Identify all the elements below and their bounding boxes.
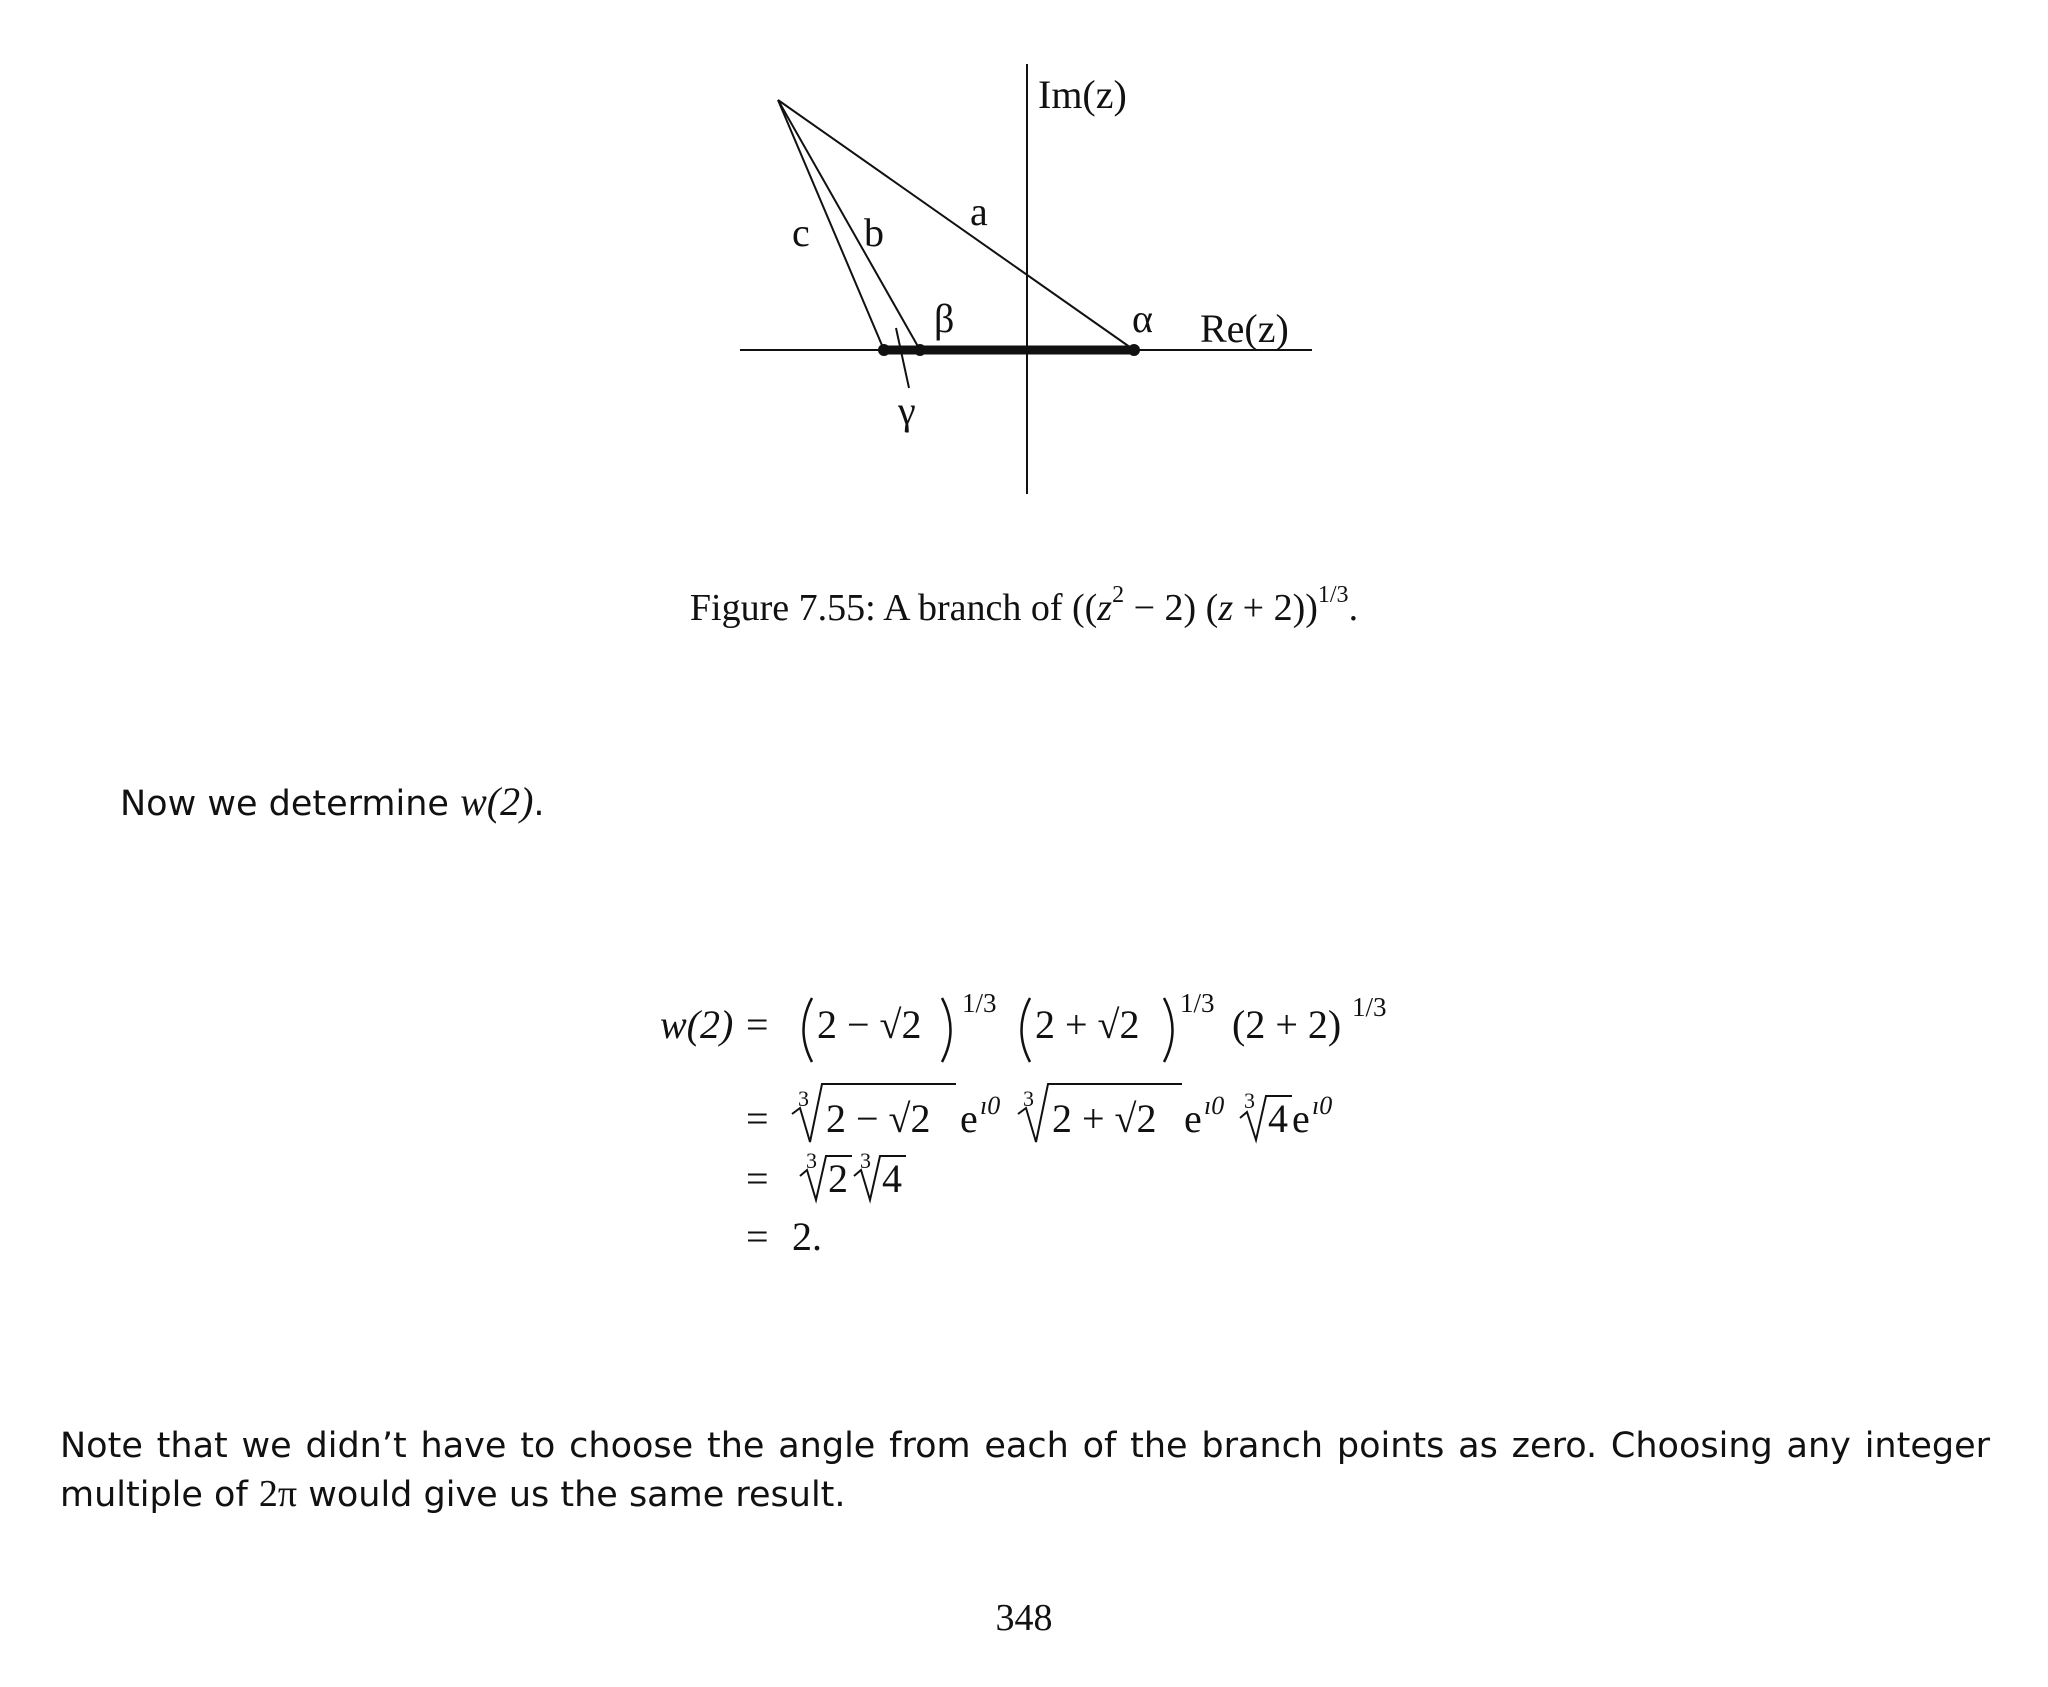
eq-exp-3: 1/3 bbox=[1352, 992, 1387, 1022]
re-axis-label: Re(z) bbox=[1200, 306, 1289, 351]
eq3-root-index-2: 3 bbox=[860, 1148, 871, 1173]
eq2-radicand-1: 2 − √2 bbox=[826, 1096, 931, 1141]
eq2-exp-base-1: e bbox=[960, 1096, 978, 1141]
eq2-exp-3: ı0 bbox=[1312, 1091, 1333, 1120]
caption-square: 2 bbox=[1112, 582, 1125, 608]
eq-term-1: 2 − √2 bbox=[817, 1002, 922, 1047]
para2-end: would give us the same result. bbox=[297, 1475, 846, 1515]
branch-cut-figure bbox=[0, 0, 2048, 520]
para2-text: Note that we didn’t have to choose the angle from each of the branch points as zero. Choosing any integer multiple of bbox=[60, 1426, 1990, 1515]
caption-period: . bbox=[1348, 587, 1359, 629]
eq2-exp-2: ı0 bbox=[1204, 1091, 1225, 1120]
eq2-exp-1: ı0 bbox=[980, 1091, 1001, 1120]
paragraph-note bbox=[60, 1422, 1990, 1519]
eq-paren-left-1 bbox=[804, 998, 813, 1062]
segment-c-label: c bbox=[792, 210, 810, 255]
eq-term-3: (2 + 2) bbox=[1232, 1002, 1342, 1047]
eq-paren-right-1 bbox=[942, 998, 951, 1062]
eq2-exp-base-3: e bbox=[1292, 1096, 1310, 1141]
gamma-label: γ bbox=[898, 388, 916, 433]
eq-paren-left-2 bbox=[1022, 998, 1031, 1062]
eq2-equals: = bbox=[746, 1096, 769, 1141]
eq-exp-2: 1/3 bbox=[1180, 990, 1215, 1018]
equation-svg bbox=[0, 990, 2048, 1290]
beta-label: β bbox=[934, 296, 955, 341]
eq3-equals: = bbox=[746, 1156, 769, 1201]
figure-svg bbox=[0, 0, 2048, 520]
im-axis-label: Im(z) bbox=[1038, 72, 1127, 117]
eq2-exp-base-2: e bbox=[1184, 1096, 1202, 1141]
caption-tail: + 2)) bbox=[1233, 587, 1318, 629]
eq2-root-index-3: 3 bbox=[1244, 1088, 1255, 1113]
para1-end: . bbox=[533, 784, 545, 824]
caption-exponent: 1/3 bbox=[1317, 582, 1349, 608]
eq4-value: 2. bbox=[792, 1214, 822, 1259]
segment-b-label: b bbox=[864, 210, 884, 255]
eq-term-2: 2 + √2 bbox=[1035, 1002, 1140, 1047]
eq3-radicand-1: 2 bbox=[828, 1156, 848, 1201]
eq2-radicand-3: 4 bbox=[1268, 1096, 1288, 1141]
eq-exp-1: 1/3 bbox=[962, 990, 997, 1018]
paragraph-determine bbox=[120, 778, 545, 828]
para1-math: w(2) bbox=[460, 779, 534, 824]
alpha-label: α bbox=[1132, 296, 1153, 341]
page-number: 348 bbox=[995, 1597, 1053, 1639]
eq2-radicand-2: 2 + √2 bbox=[1052, 1096, 1157, 1141]
caption-z1: z bbox=[1097, 587, 1113, 629]
eq4-equals: = bbox=[746, 1214, 769, 1259]
eq-paren-right-2 bbox=[1164, 998, 1173, 1062]
caption-prefix: Figure 7.55: A branch of (( bbox=[689, 587, 1098, 629]
para1-text: Now we determine bbox=[120, 784, 461, 824]
caption-z2: z bbox=[1218, 587, 1234, 629]
caption-mid: − 2) ( bbox=[1124, 587, 1219, 629]
figure-caption bbox=[0, 582, 2048, 630]
eq3-radicand-2: 4 bbox=[882, 1156, 902, 1201]
equation-block bbox=[0, 990, 2048, 1290]
eq3-root-index-1: 3 bbox=[806, 1148, 817, 1173]
eq2-root-index-2: 3 bbox=[1023, 1086, 1034, 1111]
eq-lhs: w(2) = bbox=[660, 1002, 771, 1047]
gamma-angle-mark bbox=[896, 328, 909, 388]
para2-math: 2π bbox=[258, 1473, 298, 1515]
eq2-root-index-1: 3 bbox=[798, 1086, 809, 1111]
segment-a-label: a bbox=[970, 189, 988, 234]
